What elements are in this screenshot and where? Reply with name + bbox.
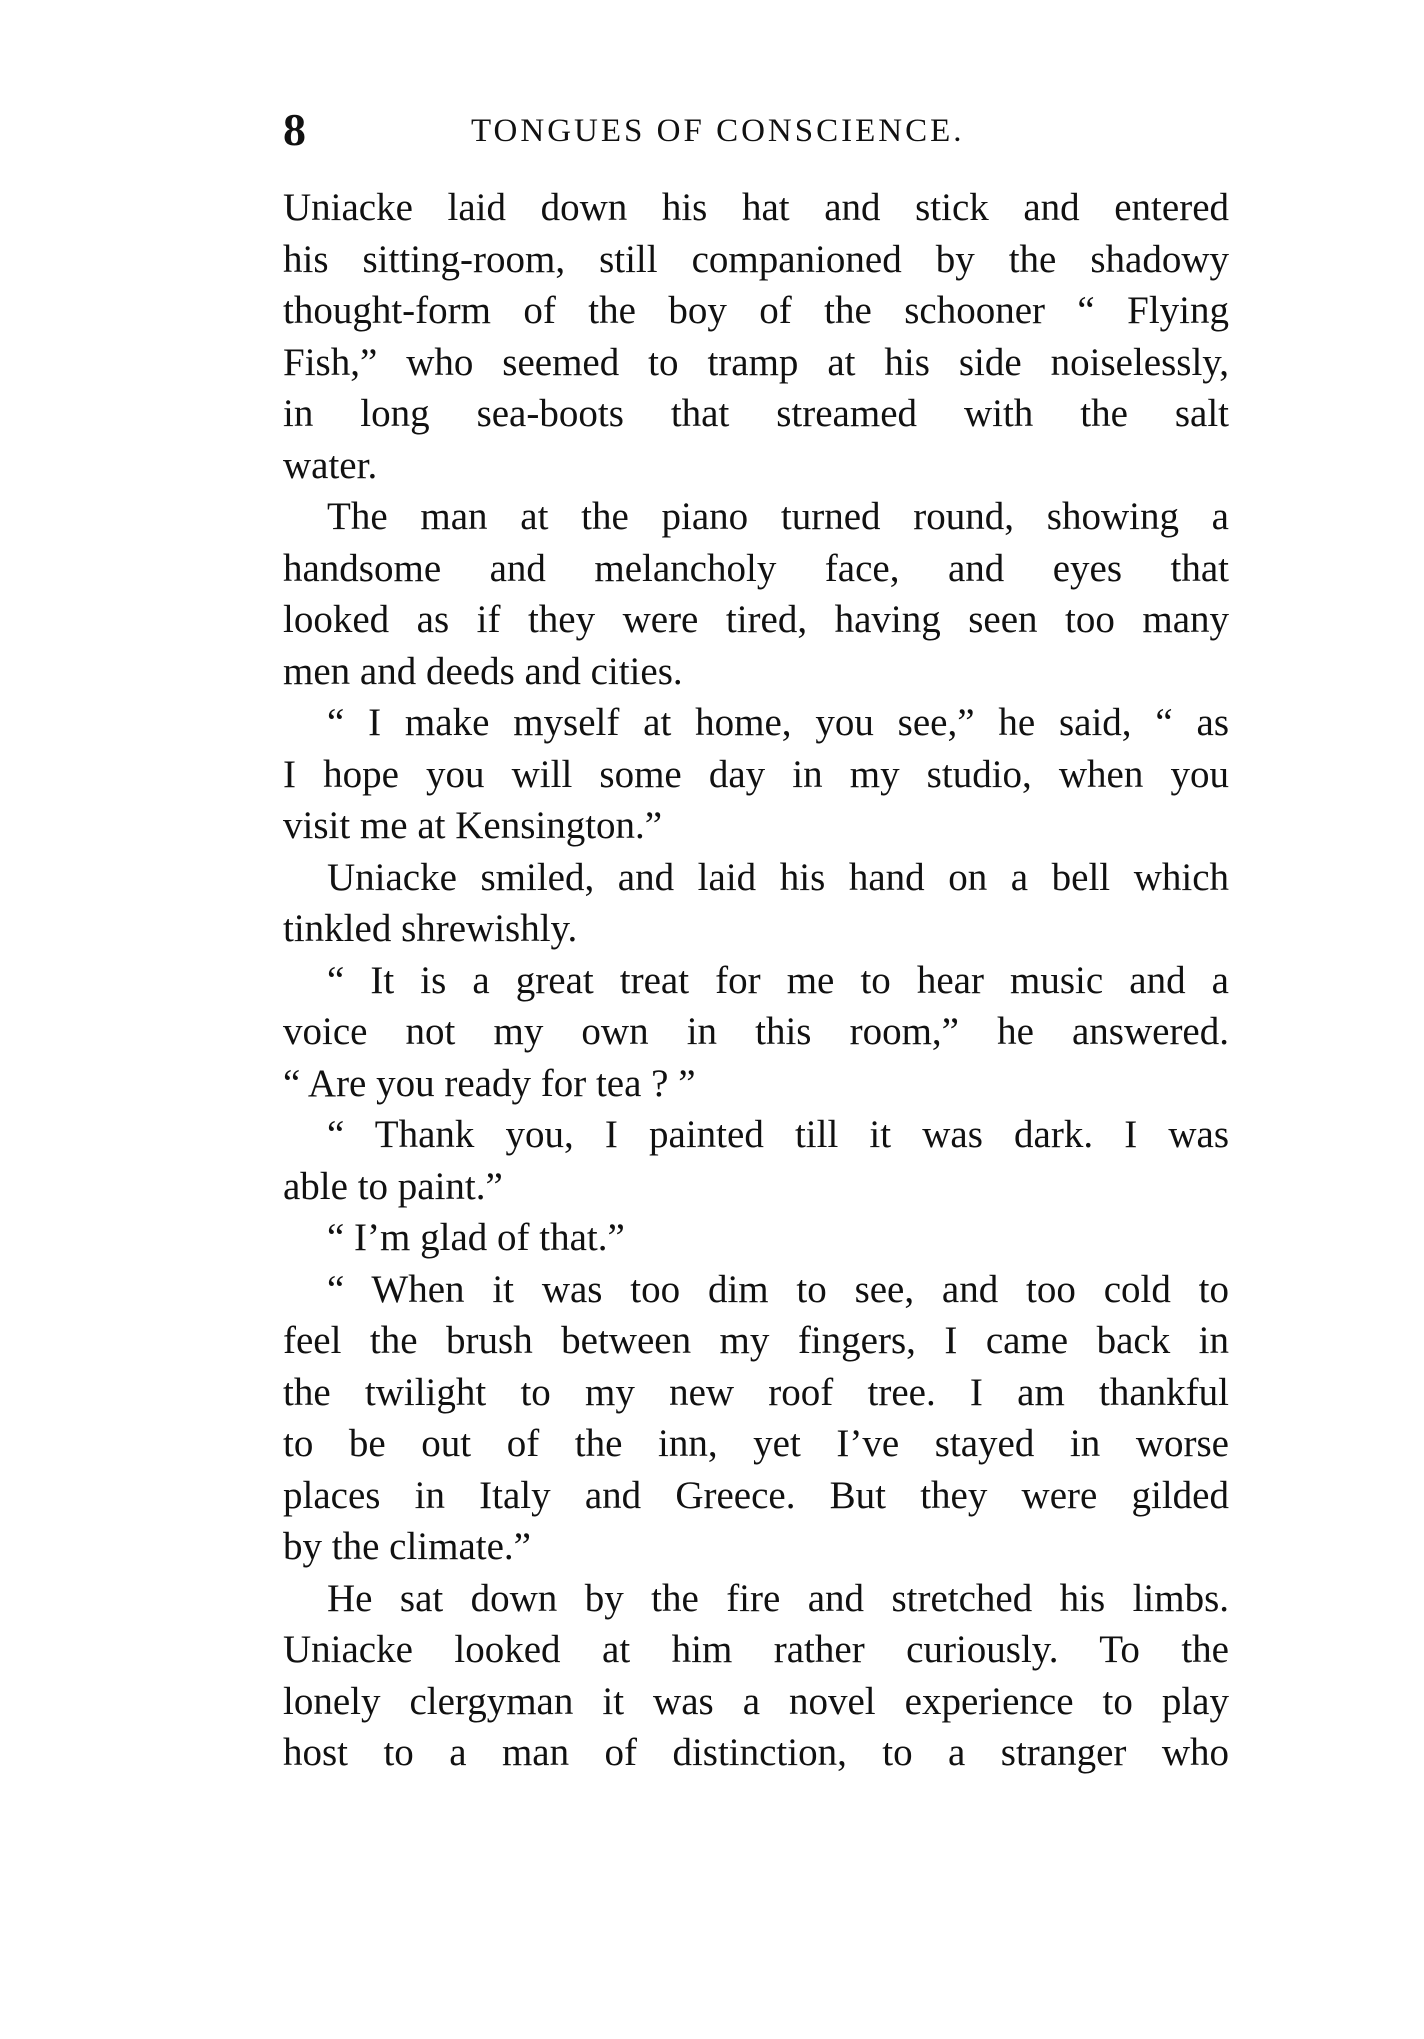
paragraph-1	[283, 182, 1229, 491]
text-line: Uniacke looked at him rather curiously. To the	[283, 1628, 1229, 1671]
text-line: voice not my own in this room,” he answered.	[283, 1010, 1229, 1053]
text-line: men and deeds and cities.	[283, 649, 683, 693]
text-line: thought-form of the boy of the schooner “ Flying	[283, 289, 1229, 332]
page-header	[283, 100, 1229, 160]
text-line: feel the brush between my fingers, I came back in	[283, 1319, 1229, 1362]
text-line: tinkled shrewishly.	[283, 907, 578, 950]
text-line: Fish,” who seemed to tramp at his side noiselessly,	[283, 340, 1229, 384]
paragraph-2	[283, 491, 1229, 697]
body-text	[283, 182, 1229, 1779]
paragraph-6	[283, 1109, 1229, 1212]
paragraph-4	[283, 852, 1229, 955]
paragraph-5	[283, 955, 1229, 1110]
text-line: the twilight to my new roof tree. I am thankful	[283, 1370, 1229, 1414]
paragraph-3	[283, 697, 1229, 852]
text-line: I hope you will some day in my studio, when you	[283, 752, 1229, 796]
text-line: water.	[283, 443, 378, 487]
text-line: places in Italy and Greece. But they were gilded	[283, 1473, 1229, 1517]
text-line: to be out of the inn, yet I’ve stayed in worse	[283, 1422, 1229, 1465]
text-line: visit me at Kensington.”	[283, 804, 663, 847]
paragraph-8	[283, 1264, 1229, 1573]
text-line: “ Are you ready for tea ? ”	[283, 1061, 696, 1105]
text-line: able to paint.”	[283, 1164, 503, 1208]
text-line: “ I’m glad of that.”	[327, 1216, 625, 1259]
text-line: handsome and melancholy face, and eyes that	[283, 546, 1229, 590]
text-line: “ When it was too dim to see, and too cold to	[327, 1267, 1229, 1311]
text-line: his sitting-room, still companioned by the shadowy	[283, 237, 1229, 281]
paragraph-9	[283, 1573, 1229, 1779]
text-line: The man at the piano turned round, showing a	[327, 495, 1229, 538]
text-line: looked as if they were tired, having seen too many	[283, 598, 1229, 641]
paragraph-7	[283, 1212, 1229, 1264]
running-title: TONGUES OF CONSCIENCE.	[471, 113, 965, 149]
text-line: “ Thank you, I painted till it was dark. I was	[327, 1113, 1229, 1156]
text-line: He sat down by the fire and stretched his limbs.	[327, 1576, 1229, 1620]
text-line: host to a man of distinction, to a stranger who	[283, 1731, 1229, 1774]
text-line: “ It is a great treat for me to hear music and a	[327, 958, 1229, 1002]
page-number: 8	[283, 104, 306, 155]
text-line: in long sea-boots that streamed with the salt	[283, 392, 1229, 435]
text-line: by the climate.”	[283, 1525, 531, 1568]
text-line: Uniacke smiled, and laid his hand on a bell which	[327, 855, 1229, 899]
text-line: Uniacke laid down his hat and stick and entered	[283, 186, 1229, 229]
text-line: “ I make myself at home, you see,” he said, “ as	[327, 701, 1229, 744]
text-line: lonely clergyman it was a novel experience to play	[283, 1679, 1229, 1723]
